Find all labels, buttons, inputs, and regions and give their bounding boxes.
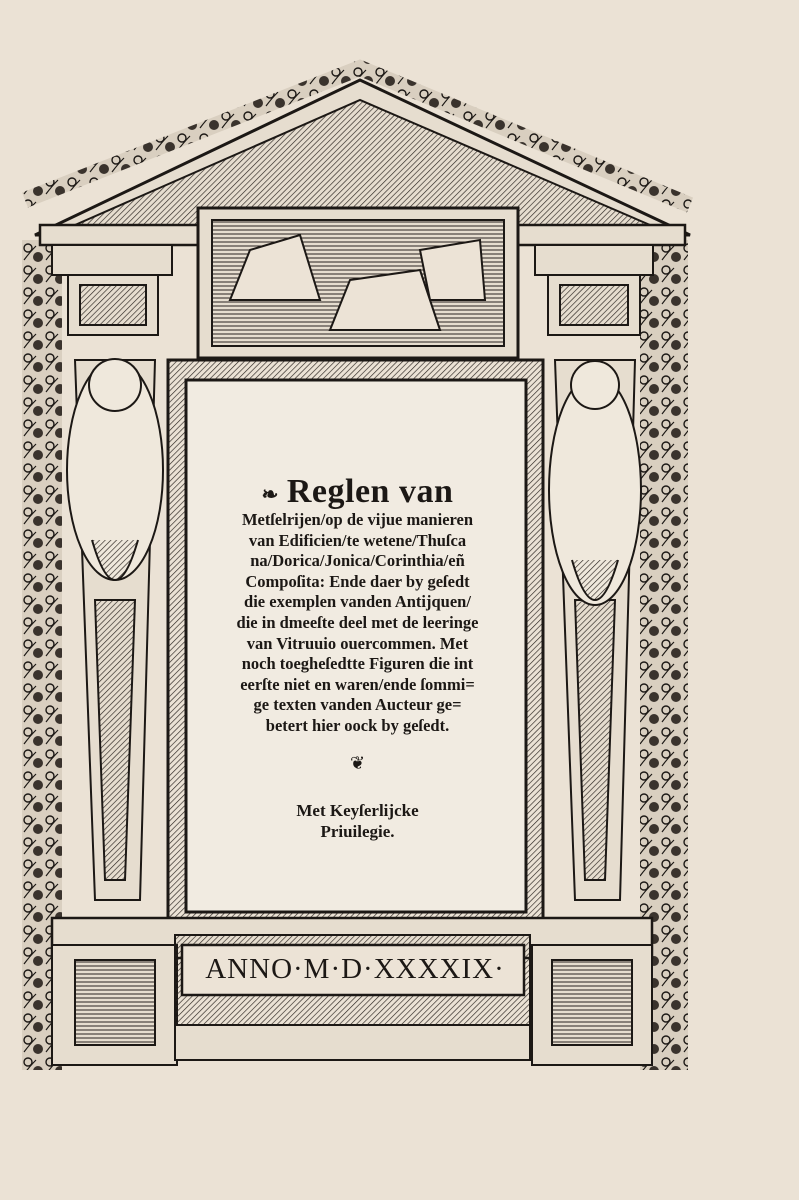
title-text-panel xyxy=(190,385,525,910)
privilege-line: Met Keyſerlijcke xyxy=(296,801,419,820)
body-line: die exemplen vanden Antijquen/ xyxy=(244,592,471,612)
date-inscription: ANNO·M·D·XXXXIX· xyxy=(205,953,505,985)
body-line: noch toegheſedtte Figuren die int xyxy=(241,654,474,674)
right-pilaster xyxy=(535,245,653,900)
body-line: van Edificien/te wetene/Thuſca xyxy=(248,530,467,550)
privilege-line: Priuilegie. xyxy=(320,822,395,841)
privilege-notice xyxy=(190,800,525,842)
body-line: betert hier oock by geſedt. xyxy=(265,715,450,735)
body-line: eerſte niet en waren/ende ſommi= xyxy=(240,674,475,694)
body-line: na/Dorica/Jonica/Corinthia/eñ xyxy=(250,551,465,571)
title-body xyxy=(198,510,517,737)
leaf-ornament-icon: ❦ xyxy=(349,753,366,773)
body-line: Metſelrijen/op de vijue manieren xyxy=(241,510,474,529)
book-title-heading xyxy=(190,473,525,511)
body-line: Compoſita: Ende daer by geſedt xyxy=(245,571,470,591)
body-line: die in dmeeſte deel met de leeringe xyxy=(236,612,479,632)
body-line: van Vitruuio ouercommen. Met xyxy=(246,633,469,653)
body-line: ge texten vanden Aucteur ge= xyxy=(253,695,462,715)
left-pilaster xyxy=(52,245,172,900)
fleuron-ornament-icon: ❧ xyxy=(261,483,279,506)
heading-text: Reglen van xyxy=(286,473,454,510)
